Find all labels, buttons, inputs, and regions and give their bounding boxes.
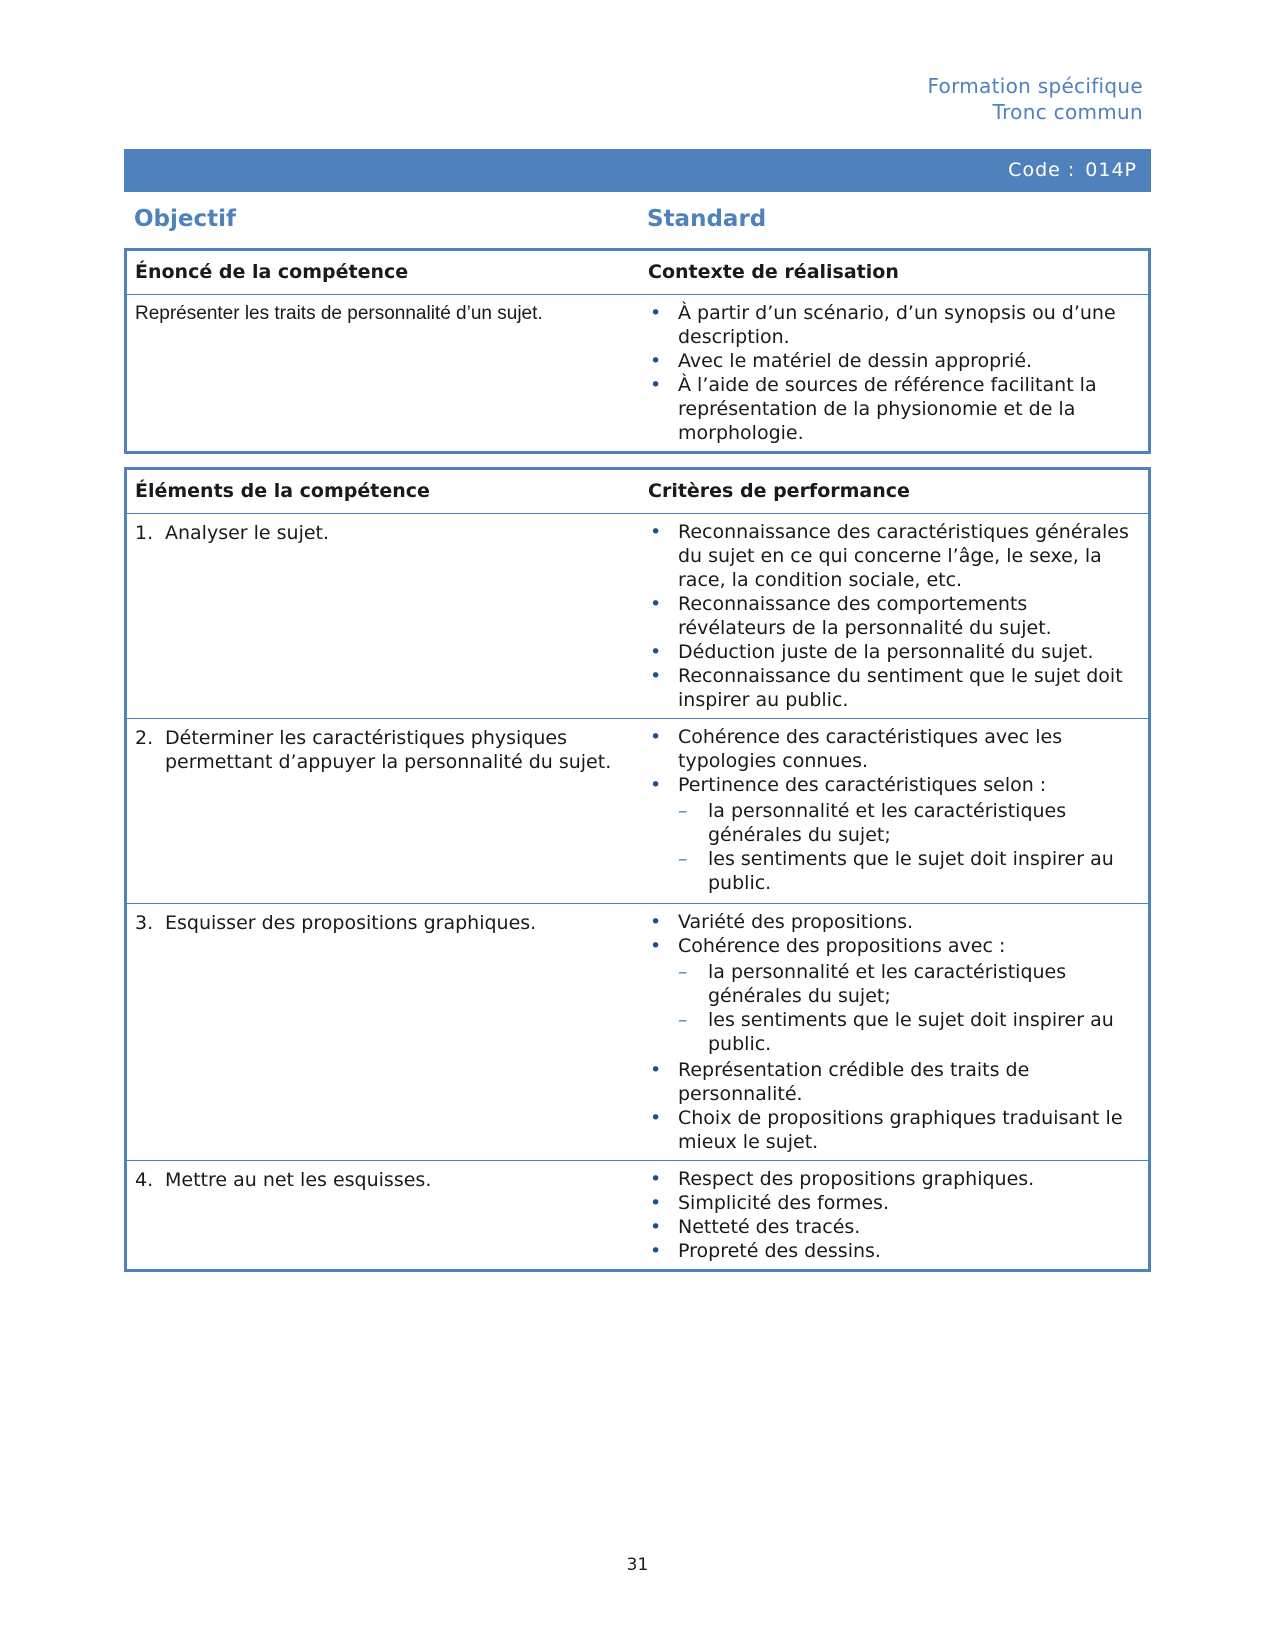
code-label-group (998, 159, 1137, 181)
elements-header: Éléments de la compétence (126, 469, 641, 514)
criterion-sublist (678, 799, 1140, 895)
criterion-item (648, 592, 1140, 640)
criterion-item (648, 934, 1140, 1056)
criterion-text: Netteté des tracés. (678, 1216, 861, 1238)
contexte-item: • À partir d’un scénario, d’un synopsis ou d’une description. (648, 301, 1140, 349)
header-formation: Formation spécifique (927, 74, 1143, 98)
criterion-item (648, 520, 1140, 592)
criterion-item (648, 1106, 1140, 1154)
criterion-item (648, 1239, 1140, 1263)
element-number: 4. (135, 1169, 154, 1191)
criterion-subitem: – les sentiments que le sujet doit inspirer au public. (678, 847, 1140, 895)
element-item (135, 521, 632, 545)
contexte-item: • À l’aide de sources de référence facilitant la représentation de la physionomie et de la morphologie. (648, 373, 1140, 445)
element-number: 3. (135, 912, 154, 934)
element-text: Déterminer les caractéristiques physiques permettant d’appuyer la personnalité du sujet. (165, 727, 612, 773)
element-item (135, 1168, 632, 1192)
objectif-title: Objectif (134, 206, 237, 232)
element-row (126, 1161, 1150, 1271)
criterion-subitem: – les sentiments que le sujet doit inspirer au public. (678, 1008, 1140, 1056)
element-text: Esquisser des propositions graphiques. (165, 912, 537, 934)
criterion-item (648, 664, 1140, 712)
criteria-cell (640, 514, 1150, 719)
page-number: 31 (626, 1555, 649, 1575)
element-cell (126, 719, 641, 904)
element-row (126, 514, 1150, 719)
contexte-item: • Avec le matériel de dessin approprié. (648, 349, 1140, 373)
criterion-text: Cohérence des propositions avec : (678, 935, 1006, 957)
criterion-text: Reconnaissance des caractéristiques générales du sujet en ce qui concerne l’âge, le sexe, la race, la condition sociale, etc. (678, 521, 1129, 591)
elements-body (126, 514, 1150, 1271)
criterion-item (648, 1215, 1140, 1239)
element-cell (126, 514, 641, 719)
criterion-text: Respect des propositions graphiques. (678, 1168, 1035, 1190)
contexte-list (648, 301, 1140, 445)
criterion-item (648, 1058, 1140, 1106)
competence-table (124, 248, 1151, 454)
contexte-header: Contexte de réalisation (640, 250, 1150, 295)
document-header (927, 73, 1143, 125)
elements-table (124, 467, 1151, 1272)
criterion-item (648, 1167, 1140, 1191)
criterion-item (648, 910, 1140, 934)
element-text: Mettre au net les esquisses. (165, 1169, 432, 1191)
criterion-item (648, 640, 1140, 664)
standard-title: Standard (647, 206, 767, 232)
enonce-header: Énoncé de la compétence (126, 250, 641, 295)
criteria-list (648, 725, 1140, 895)
element-cell (126, 904, 641, 1161)
criterion-text: Pertinence des caractéristiques selon : (678, 774, 1047, 796)
criterion-sublist (678, 960, 1140, 1056)
criterion-subitem: – la personnalité et les caractéristiques générales du sujet; (678, 960, 1140, 1008)
criterion-text: Choix de propositions graphiques traduisant le mieux le sujet. (678, 1107, 1123, 1153)
element-cell (126, 1161, 641, 1271)
element-number: 1. (135, 522, 154, 544)
criterion-text: Représentation crédible des traits de personnalité. (678, 1059, 1030, 1105)
criterion-subitem: – la personnalité et les caractéristiques générales du sujet; (678, 799, 1140, 847)
criteria-cell (640, 904, 1150, 1161)
competence-statement: Représenter les traits de personnalité d’un sujet. (135, 303, 543, 324)
criteria-cell (640, 719, 1150, 904)
element-item (135, 726, 632, 774)
criteria-list (648, 520, 1140, 712)
element-number: 2. (135, 727, 154, 749)
header-tronc: Tronc commun (992, 100, 1143, 124)
element-text: Analyser le sujet. (165, 522, 330, 544)
criteria-cell (640, 1161, 1150, 1271)
code-bar (124, 149, 1151, 192)
criteria-list (648, 910, 1140, 1154)
criterion-text: Simplicité des formes. (678, 1192, 889, 1214)
code-value: 014P (1085, 159, 1137, 181)
criterion-text: Propreté des dessins. (678, 1240, 881, 1262)
criterion-item (648, 773, 1140, 895)
element-item (135, 911, 632, 935)
criterion-item (648, 1191, 1140, 1215)
criterion-item (648, 725, 1140, 773)
criterion-text: Variété des propositions. (678, 911, 914, 933)
element-row (126, 719, 1150, 904)
contexte-cell (640, 295, 1150, 453)
criterion-text: Déduction juste de la personnalité du sujet. (678, 641, 1094, 663)
criteres-header: Critères de performance (640, 469, 1150, 514)
criterion-text: Reconnaissance du sentiment que le sujet doit inspirer au public. (678, 665, 1123, 711)
criterion-text: Cohérence des caractéristiques avec les typologies connues. (678, 726, 1063, 772)
criteria-list (648, 1167, 1140, 1263)
code-label: Code : (1008, 159, 1076, 181)
criterion-text: Reconnaissance des comportements révélateurs de la personnalité du sujet. (678, 593, 1052, 639)
element-row (126, 904, 1150, 1161)
